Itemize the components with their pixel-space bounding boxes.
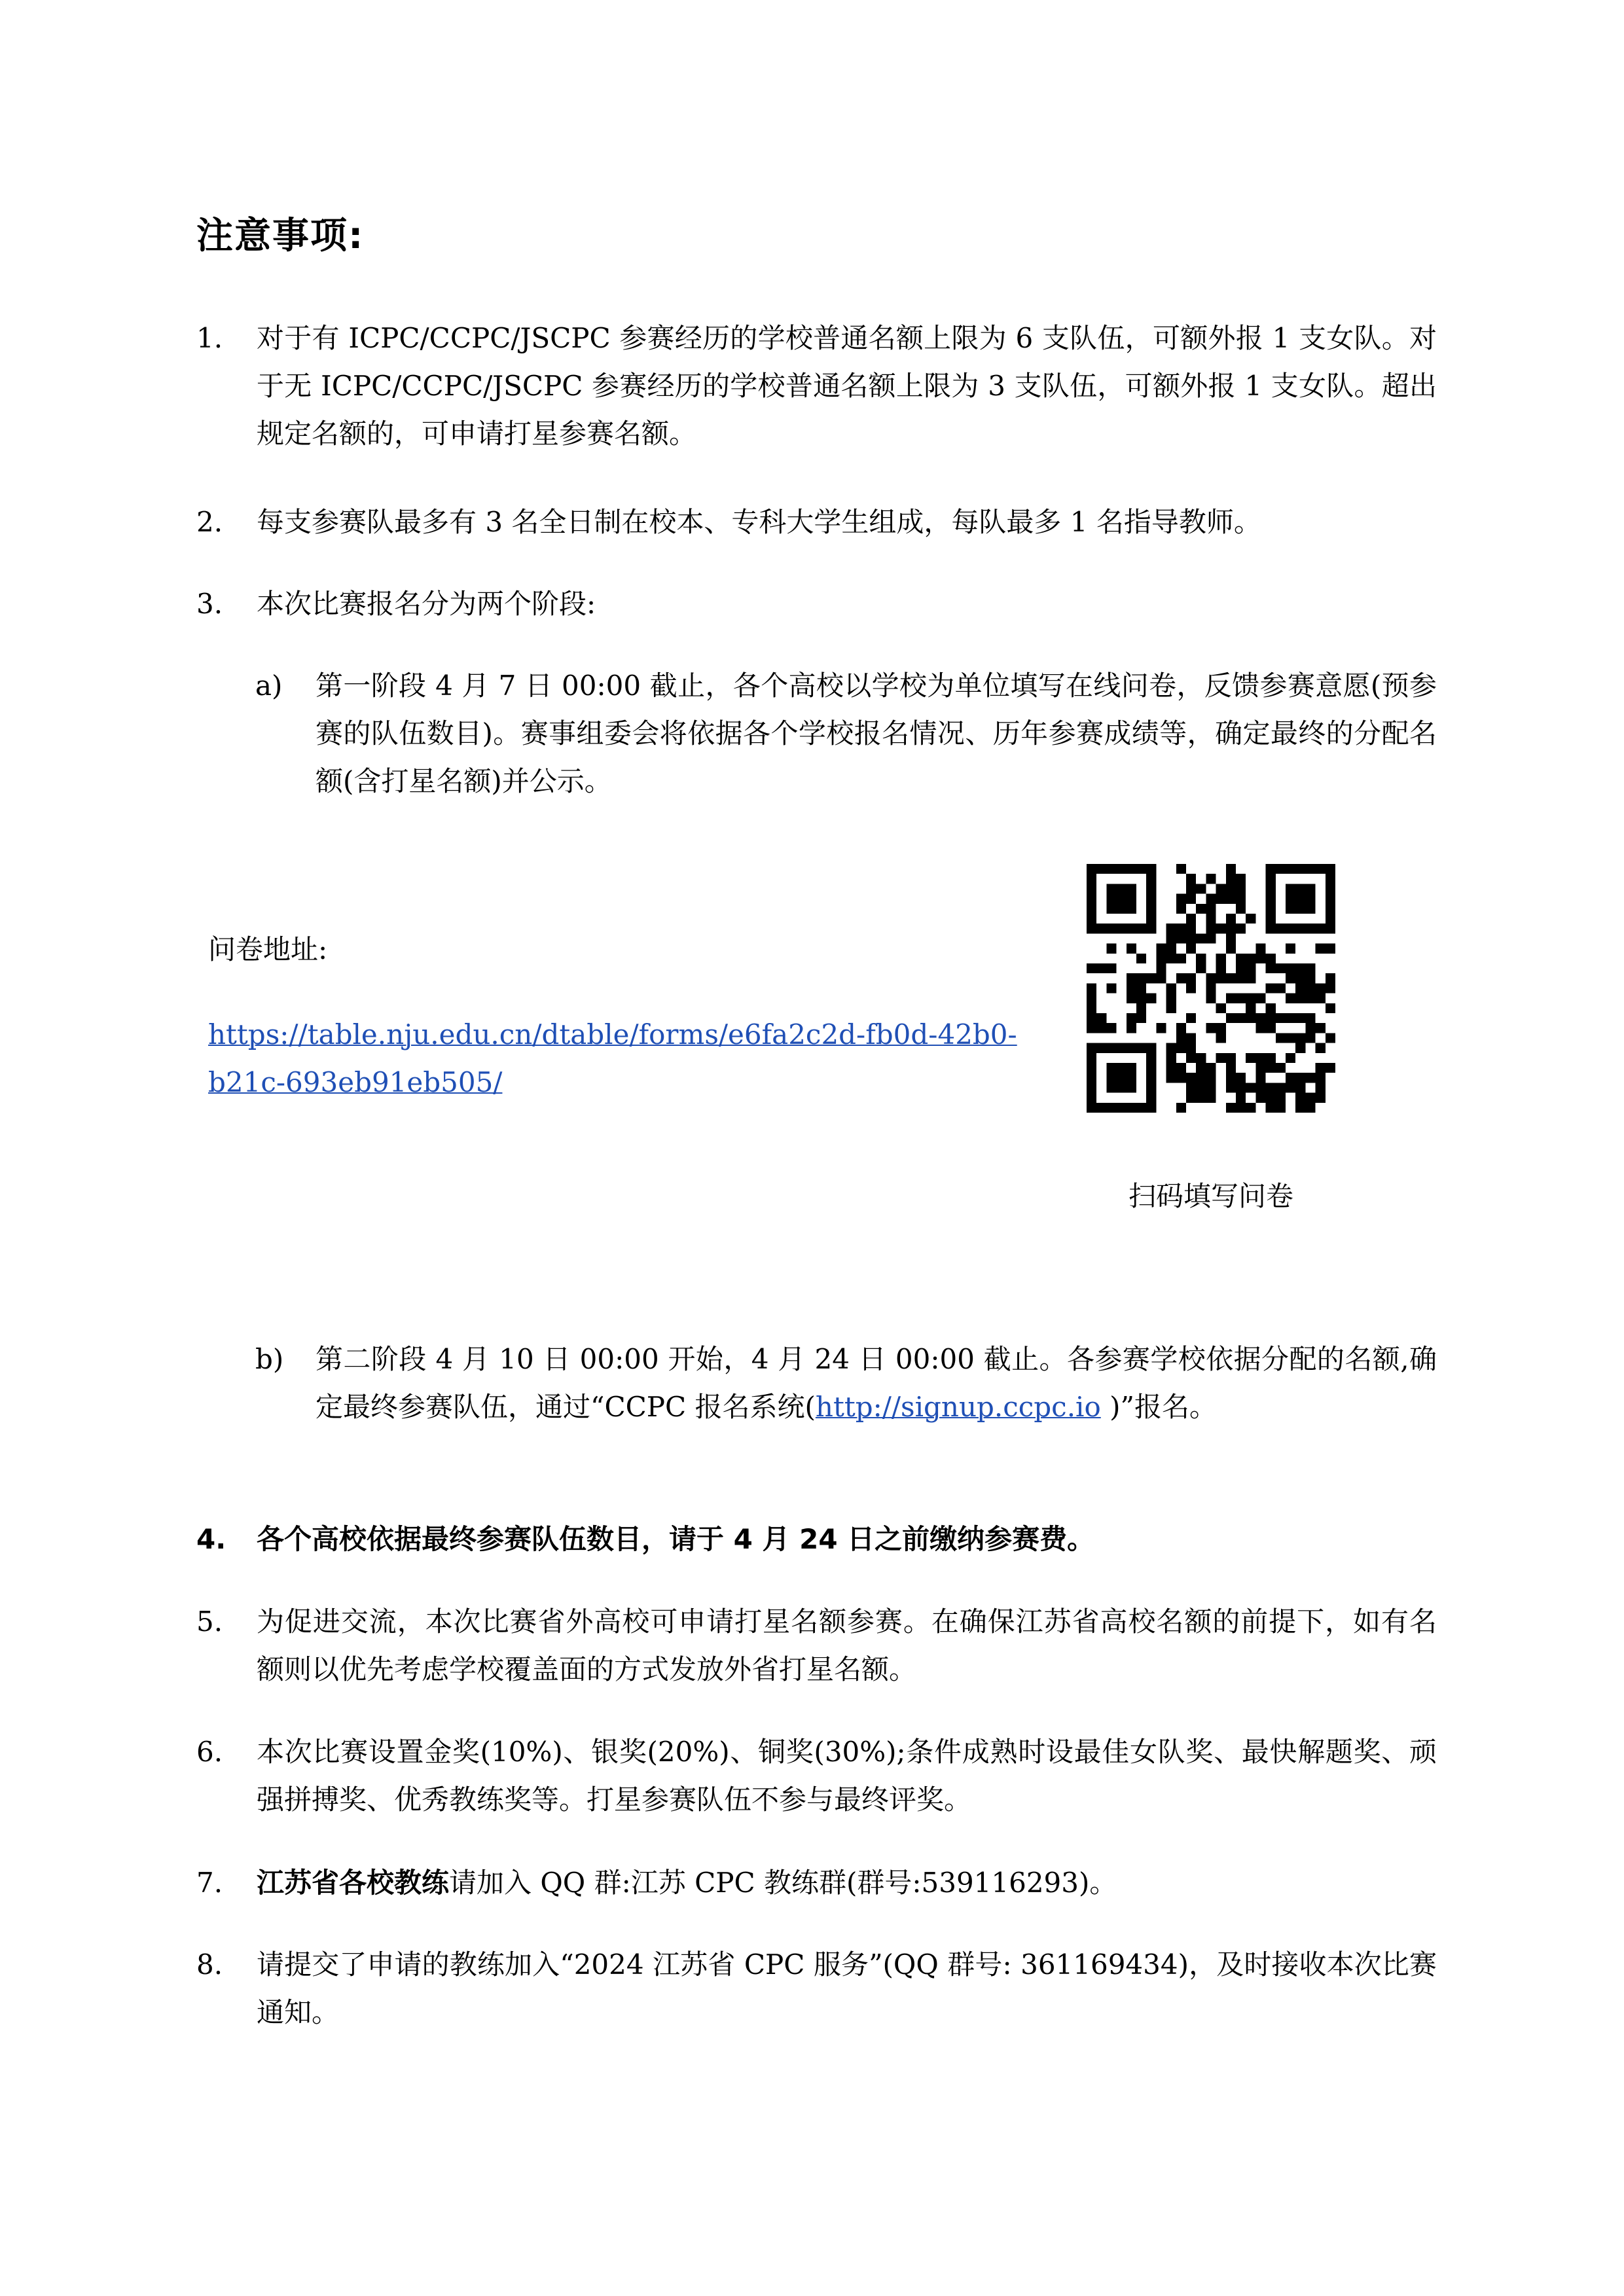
list-item-text: 为促进交流，本次比赛省外高校可申请打星名额参赛。在确保江苏省高校名额的前提下，如有名额则以优先考虑学校覆盖面的方式发放外省打星名额。 [257,1605,1437,1685]
list-item-8 [196,1941,1437,2036]
sub-item-a [255,662,1437,805]
list-item-text: 各个高校依据最终参赛队伍数目，请于 4 月 24 日之前缴纳参赛费。 [257,1523,1095,1555]
list-item-3 [196,580,1437,628]
list-item-5 [196,1598,1437,1693]
list-item-text [257,1859,1437,1907]
list-item-text: 请提交了申请的教练加入“2024 江苏省 CPC 服务”(QQ 群号: 361169434)，及时接收本次比赛通知。 [257,1948,1437,2028]
sub-item-text-part: 第二阶段 4 月 10 日 00:00 开始，4 月 24 日 00:00 截止。各参赛学校依据分配的名额,确定最终参赛队伍，通过“CCPC 报名系统( [316,1343,1437,1423]
list-item-text-part: 请加入 QQ 群:江苏 CPC 教练群(群号:539116293)。 [449,1867,1117,1899]
list-number: 3. [196,588,223,620]
survey-link[interactable]: https://table.nju.edu.cn/dtable/forms/e6fa2c2d-fb0d-42b0-b21c-693eb91eb505/ [208,1018,1017,1098]
page-title: 注意事项: [196,215,365,257]
list-number: 1. [196,322,223,354]
qr-caption: 扫码填写问卷 [1128,1180,1293,1212]
sub-item-text [316,1335,1437,1431]
sub-item-marker: b) [255,1343,284,1375]
list-number: 8. [196,1948,223,1981]
list-item-text-bold: 江苏省各校教练 [257,1867,450,1899]
sub-item-marker: a) [255,670,283,702]
list-number: 2. [196,506,223,538]
list-item-7 [196,1859,1437,1907]
list-number: 5. [196,1605,223,1638]
list-item-text: 对于有 ICPC/CCPC/JSCPC 参赛经历的学校普通名额上限为 6 支队伍，可额外报 1 支女队。对于无 ICPC/CCPC/JSCPC 参赛经历的学校普通名额上限为 3 支队伍，可额外报 1 支女队。超出规定名额的，可申请打星参赛名额。 [257,322,1437,450]
list-item-1 [196,314,1437,457]
list-item-4 [196,1515,1437,1563]
list-number: 6. [196,1736,223,1768]
list-item-6 [196,1728,1437,1823]
sub-item-b [255,1335,1437,1431]
list-item-text: 本次比赛报名分为两个阶段: [257,588,596,620]
survey-label: 问卷地址: [208,933,328,965]
qr-code-icon [1087,864,1335,1113]
list-item-text: 本次比赛设置金奖(10%)、银奖(20%)、铜奖(30%);条件成熟时设最佳女队奖、最快解题奖、顽强拼搏奖、优秀教练奖等。打星参赛队伍不参与最终评奖。 [257,1736,1437,1816]
sub-item-text: 第一阶段 4 月 7 日 00:00 截止，各个高校以学校为单位填写在线问卷，反馈参赛意愿(预参赛的队伍数目)。赛事组委会将依据各个学校报名情况、历年参赛成绩等，确定最终的分配名额(含打星名额)并公示。 [316,670,1437,797]
sub-item-text-part: )”报名。 [1100,1391,1217,1423]
list-item-text: 每支参赛队最多有 3 名全日制在校本、专科大学生组成，每队最多 1 名指导教师。 [257,506,1261,538]
list-number: 4. [196,1523,226,1555]
list-number: 7. [196,1867,223,1899]
signup-link[interactable]: http://signup.ccpc.io [815,1391,1101,1423]
list-item-2 [196,498,1437,546]
